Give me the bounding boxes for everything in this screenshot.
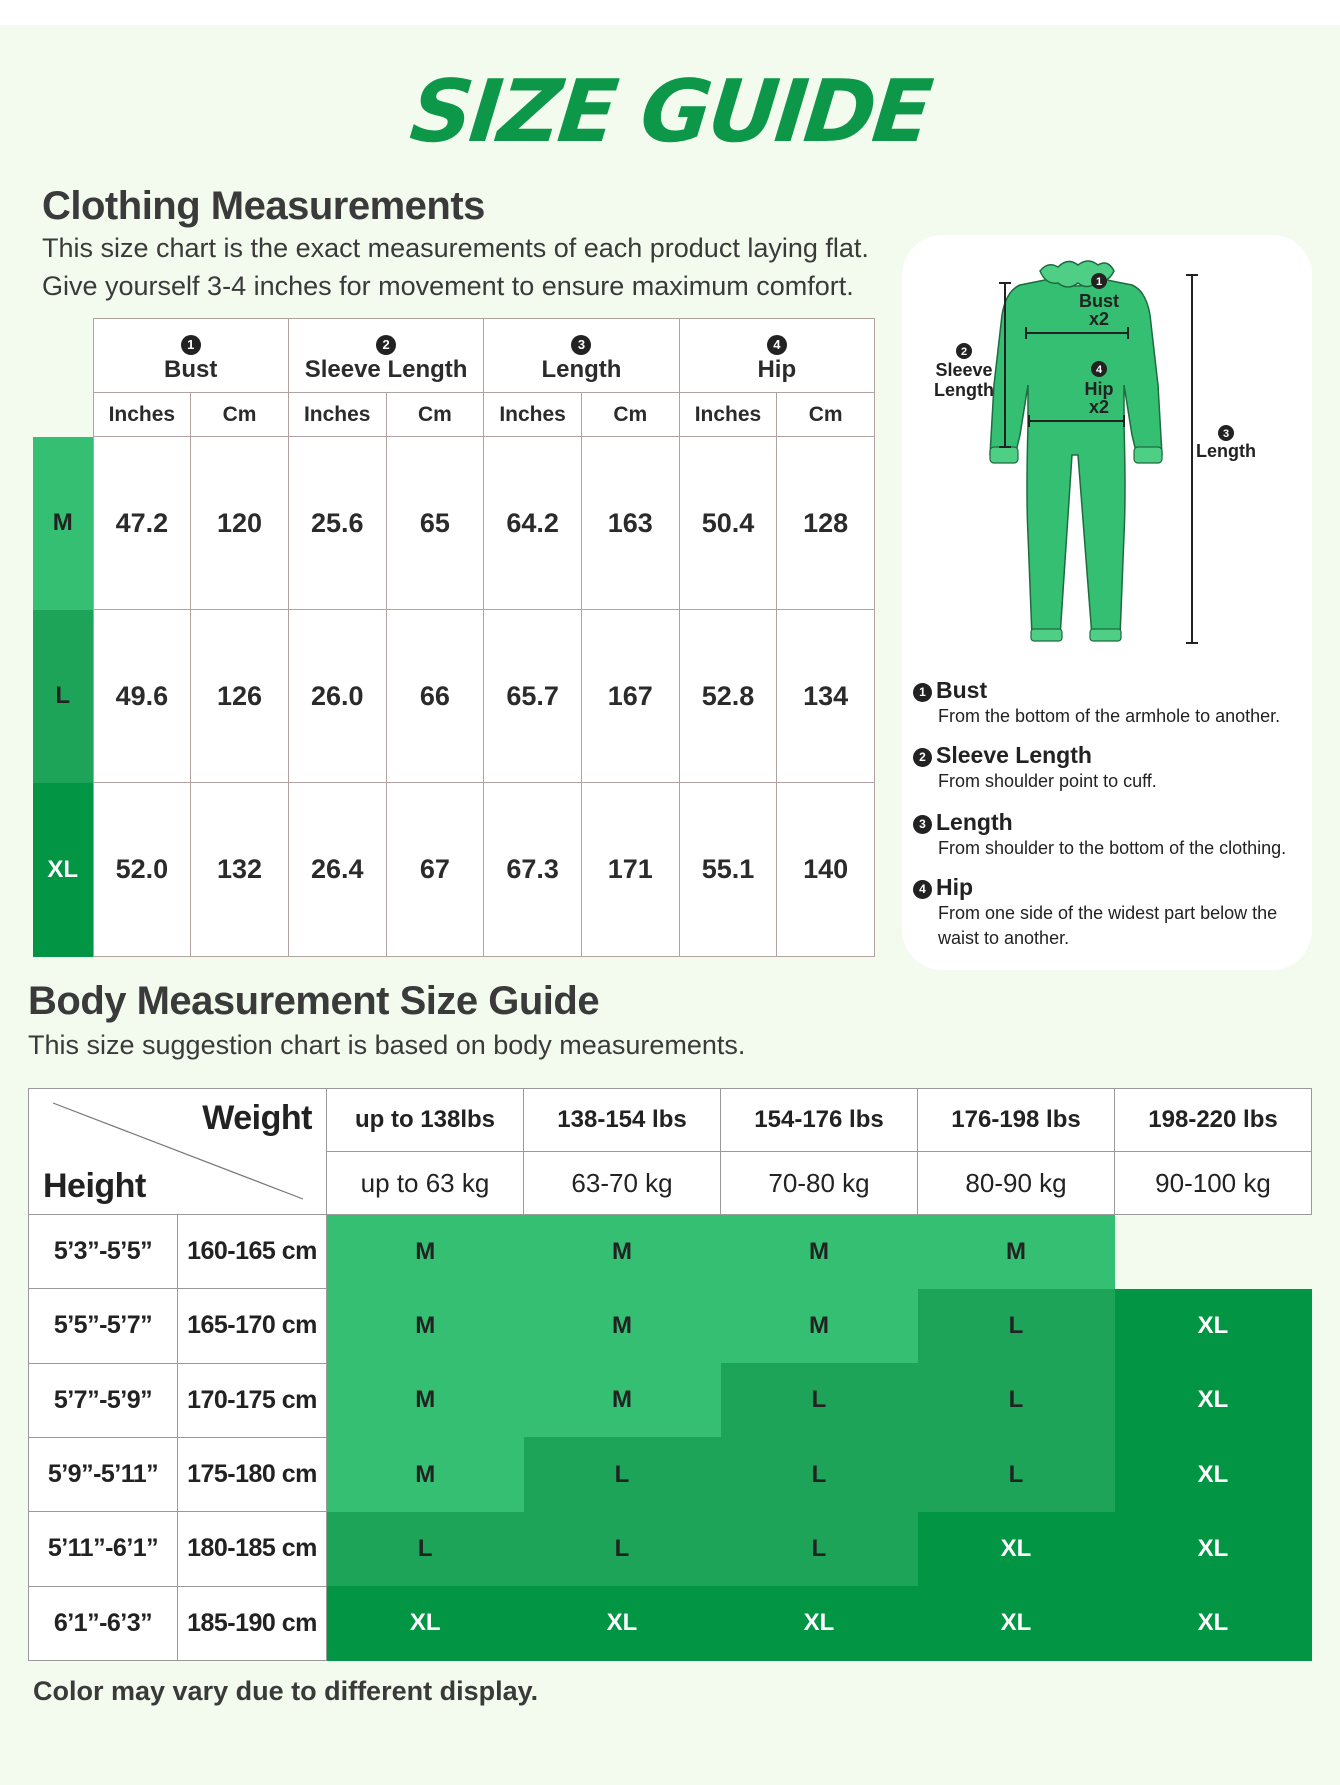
- height-cm: 165-170 cm: [178, 1289, 327, 1363]
- clothing-desc-line2: Give yourself 3-4 inches for movement to ensure maximum comfort.: [42, 271, 854, 301]
- value-cell: 47.2: [93, 437, 191, 610]
- size-cell: L: [327, 1512, 524, 1586]
- value-cell: 64.2: [484, 437, 582, 610]
- bust-label: Bust: [1079, 291, 1119, 311]
- legend-title: Sleeve Length: [936, 742, 1092, 768]
- page-title: SIZE GUIDE: [405, 62, 935, 162]
- height-cm: 170-175 cm: [178, 1363, 327, 1437]
- size-cell: L: [721, 1437, 918, 1511]
- unit-header: Inches: [679, 393, 777, 437]
- size-cell: M: [327, 1437, 524, 1511]
- table-row: [29, 1437, 1312, 1511]
- right-ankle-cuff-shape: [1090, 629, 1121, 641]
- unit-header: Cm: [777, 393, 875, 437]
- unit-header: Cm: [581, 393, 679, 437]
- value-cell: 55.1: [679, 783, 777, 957]
- legend-title: Hip: [936, 874, 974, 900]
- size-cell: L: [918, 1363, 1115, 1437]
- size-cell: M: [721, 1215, 918, 1289]
- weight-header: 138-154 lbs: [524, 1089, 721, 1152]
- length-label: Length: [1196, 441, 1256, 461]
- weight-header: 154-176 lbs: [721, 1089, 918, 1152]
- left-ankle-cuff-shape: [1031, 629, 1062, 641]
- bust-number: 1: [1095, 276, 1103, 288]
- length-number: 3: [1222, 428, 1230, 440]
- body-heading: Body Measurement Size Guide: [28, 979, 600, 1023]
- jumpsuit-illustration: [902, 235, 1312, 655]
- value-cell: 140: [777, 783, 875, 957]
- value-cell: 50.4: [679, 437, 777, 610]
- weight-kg-header: 70-80 kg: [721, 1152, 918, 1215]
- height-cm: 160-165 cm: [178, 1215, 327, 1289]
- number-badge: 1: [181, 335, 201, 355]
- size-cell: M: [327, 1363, 524, 1437]
- hip-number: 4: [1095, 364, 1103, 376]
- value-cell: 26.4: [288, 783, 386, 957]
- value-cell: 66: [386, 610, 484, 783]
- height-ft: 5’3”-5’5”: [29, 1215, 178, 1289]
- value-cell: 167: [581, 610, 679, 783]
- value-cell: 52.0: [93, 783, 191, 957]
- size-cell: L: [918, 1437, 1115, 1511]
- value-cell: 171: [581, 783, 679, 957]
- size-cell: L: [721, 1512, 918, 1586]
- group-label: Bust: [164, 355, 218, 383]
- weight-height-header: [29, 1089, 327, 1215]
- value-cell: 65.7: [484, 610, 582, 783]
- number-badge: 2: [913, 748, 932, 767]
- legend-title: Bust: [936, 677, 988, 703]
- size-cell: M: [327, 1215, 524, 1289]
- height-ft: 6’1”-6’3”: [29, 1586, 178, 1660]
- table-row: [29, 1215, 1312, 1289]
- table-row: [33, 437, 875, 610]
- height-ft: 5’9”-5’11”: [29, 1437, 178, 1511]
- height-ft: 5’11”-6’1”: [29, 1512, 178, 1586]
- body-size-table: [28, 1088, 1312, 1661]
- number-badge: 4: [767, 335, 787, 355]
- value-cell: 163: [581, 437, 679, 610]
- unit-header: Cm: [191, 393, 289, 437]
- weight-kg-header: up to 63 kg: [327, 1152, 524, 1215]
- group-label: Hip: [757, 355, 797, 383]
- legend-item-sleeve-length: [913, 741, 1313, 794]
- unit-header: Inches: [484, 393, 582, 437]
- value-cell: 134: [777, 610, 875, 783]
- clothing-desc-line1: This size chart is the exact measurements of each product laying flat.: [42, 233, 869, 263]
- legend-item-length: [913, 808, 1313, 861]
- value-cell: 126: [191, 610, 289, 783]
- legend-desc: From the bottom of the armhole to another.: [938, 706, 1281, 726]
- legend-item-hip: [913, 873, 1298, 951]
- value-cell: 26.0: [288, 610, 386, 783]
- value-cell: 49.6: [93, 610, 191, 783]
- value-cell: 132: [191, 783, 289, 957]
- weight-kg-header: 90-100 kg: [1115, 1152, 1312, 1215]
- size-cell: XL: [524, 1586, 721, 1660]
- group-header-bust: [93, 319, 288, 393]
- group-header-sleeve-length: [288, 319, 483, 393]
- table-header-row: [33, 319, 875, 393]
- height-cm: 185-190 cm: [178, 1586, 327, 1660]
- size-cell: XL: [1115, 1289, 1312, 1363]
- value-cell: 25.6: [288, 437, 386, 610]
- size-cell: M: [327, 1289, 524, 1363]
- table-row: [33, 783, 875, 957]
- value-cell: 67: [386, 783, 484, 957]
- group-label: Length: [541, 355, 622, 383]
- body-desc: This size suggestion chart is based on body measurements.: [28, 1030, 746, 1060]
- unit-header: Inches: [288, 393, 386, 437]
- size-cell: L: [918, 1289, 1115, 1363]
- number-badge: 2: [376, 335, 396, 355]
- left-cuff-shape: [990, 447, 1018, 463]
- size-cell: M: [524, 1215, 721, 1289]
- blank-cell: [33, 393, 93, 437]
- unit-header: Cm: [386, 393, 484, 437]
- legend-title: Length: [936, 809, 1013, 835]
- legend-item-bust: [913, 676, 1313, 729]
- height-cm: 175-180 cm: [178, 1437, 327, 1511]
- sleeve-label-line1: Sleeve: [935, 360, 993, 380]
- size-cell: XL: [1115, 1437, 1312, 1511]
- hip-x2-label: x2: [1088, 397, 1110, 417]
- size-label: XL: [33, 783, 93, 957]
- group-header-length: [484, 319, 679, 393]
- size-cell: XL: [327, 1586, 524, 1660]
- unit-header: Inches: [93, 393, 191, 437]
- weight-lbs-row: [29, 1089, 1312, 1152]
- sleeve-number: 2: [960, 346, 968, 358]
- legend-desc: From shoulder point to cuff.: [938, 771, 1157, 791]
- size-cell: XL: [1115, 1586, 1312, 1660]
- weight-header: up to 138lbs: [327, 1089, 524, 1152]
- size-cell: M: [918, 1215, 1115, 1289]
- table-row: [29, 1363, 1312, 1437]
- group-header-hip: [679, 319, 874, 393]
- size-cell: XL: [1115, 1363, 1312, 1437]
- bust-x2-label: x2: [1088, 309, 1110, 329]
- table-row: [29, 1586, 1312, 1660]
- footer-note: Color may vary due to different display.: [33, 1676, 539, 1706]
- value-cell: 120: [191, 437, 289, 610]
- unit-header-row: [33, 393, 875, 437]
- size-cell: L: [524, 1437, 721, 1511]
- weight-kg-header: 63-70 kg: [524, 1152, 721, 1215]
- height-ft: 5’5”-5’7”: [29, 1289, 178, 1363]
- size-label: M: [33, 437, 93, 610]
- size-label: L: [33, 610, 93, 783]
- size-cell: L: [721, 1363, 918, 1437]
- size-cell: M: [524, 1289, 721, 1363]
- clothing-heading: Clothing Measurements: [42, 184, 485, 228]
- table-row: [33, 610, 875, 783]
- weight-label: Weight: [202, 1099, 312, 1137]
- size-cell: XL: [918, 1512, 1115, 1586]
- height-label: Height: [43, 1167, 146, 1205]
- right-cuff-shape: [1134, 447, 1162, 463]
- size-cell: M: [524, 1363, 721, 1437]
- number-badge: 3: [913, 815, 932, 834]
- height-ft: 5’7”-5’9”: [29, 1363, 178, 1437]
- value-cell: 128: [777, 437, 875, 610]
- empty-cell: [1115, 1215, 1312, 1289]
- height-cm: 180-185 cm: [178, 1512, 327, 1586]
- weight-header: 198-220 lbs: [1115, 1089, 1312, 1152]
- number-badge: 1: [913, 683, 932, 702]
- number-badge: 4: [913, 880, 932, 899]
- group-label: Sleeve Length: [304, 355, 468, 383]
- size-cell: XL: [918, 1586, 1115, 1660]
- legend-desc: From one side of the widest part below the waist to another.: [938, 903, 1278, 948]
- legend-desc: From shoulder to the bottom of the clothing.: [938, 838, 1287, 858]
- weight-kg-header: 80-90 kg: [918, 1152, 1115, 1215]
- weight-header: 176-198 lbs: [918, 1089, 1115, 1152]
- table-row: [29, 1289, 1312, 1363]
- number-badge: 3: [571, 335, 591, 355]
- size-cell: XL: [721, 1586, 918, 1660]
- value-cell: 65: [386, 437, 484, 610]
- size-cell: L: [524, 1512, 721, 1586]
- value-cell: 52.8: [679, 610, 777, 783]
- clothing-measurements-table: [33, 318, 875, 956]
- value-cell: 67.3: [484, 783, 582, 957]
- size-cell: XL: [1115, 1512, 1312, 1586]
- table-row: [29, 1512, 1312, 1586]
- size-cell: M: [721, 1289, 918, 1363]
- blank-cell: [33, 319, 93, 393]
- hip-label: Hip: [1084, 379, 1114, 399]
- sleeve-label-line2: Length: [934, 380, 994, 400]
